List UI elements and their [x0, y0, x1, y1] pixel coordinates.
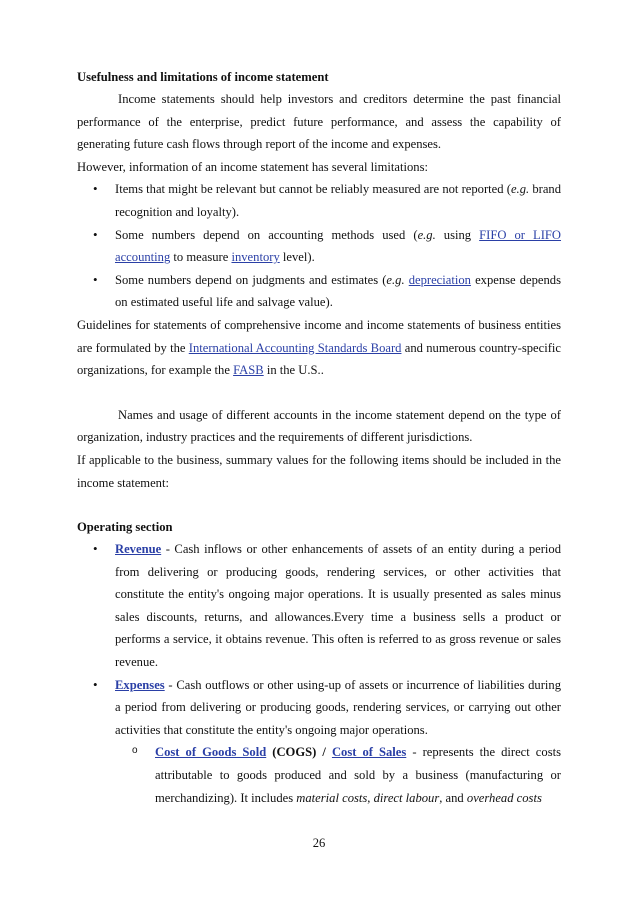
list-item: • Some numbers depend on accounting methods used (e.g. using FIFO or LIFO accounting to measure inventory level). — [77, 224, 561, 269]
link-inventory[interactable]: inventory — [231, 250, 280, 265]
link-expenses[interactable]: Expenses — [115, 677, 165, 692]
section-heading-operating: Operating section — [77, 520, 173, 535]
section-heading-usefulness: Usefulness and limitations of income statement — [77, 70, 329, 84]
paragraph-summary-values: If applicable to the business, summary values for the following items should be included in the income statement: — [77, 452, 561, 490]
list-item-expenses: • Expenses - Cash outflows or other using-up of assets or incurrence of liabilities during a period from delivering or producing goods, rendering services, or carrying out other activities that constitute the entity's ongoing major operations. o Cost of Goods Sold (COGS) / Cost of Sales - represents the direct costs attributable to goods produced and sold by a business (manufacturing or merchandizing). It includes material costs, direct labour, and overhead costs — [77, 674, 561, 810]
paragraph-income-statement-purpose: Income statements should help investors and creditors determine the past financial performance of the enterprise, predict future performance, and assess the capability of generating future cash flows through report of the income and expenses. — [77, 92, 561, 152]
link-fifo-lifo[interactable]: FIFO or LIFO accounting — [115, 227, 562, 265]
link-iasb[interactable]: International Accounting Standards Board — [188, 340, 402, 355]
link-cost-of-sales[interactable]: Cost of Sales — [331, 745, 407, 760]
list-item-revenue: • Revenue - Cash inflows or other enhancements of assets of an entity during a period from delivering or producing goods, rendering services, or other activities that constitute the entity's ongoing major operations. It is usually presented as sales minus sales discounts, returns, and allowances.Every time a business sells a product or performs a service, it obtains revenue. This often is referred to as gross revenue or sales revenue. — [77, 538, 561, 674]
document-page — [77, 66, 561, 809]
link-cost-of-goods-sold[interactable]: Cost of Goods Sold — [155, 745, 267, 760]
limitations-list — [77, 178, 561, 314]
paragraph-guidelines: Guidelines for statements of comprehensive income and income statements of business entities are formulated by the International Accounting Standards Board and numerous country-specific organizations, for example the FASB in the U.S.. — [77, 317, 562, 378]
link-depreciation[interactable]: depreciation — [408, 272, 471, 287]
link-fasb[interactable]: FASB — [233, 363, 264, 378]
expenses-sublist — [77, 741, 561, 809]
operating-list — [77, 538, 561, 809]
list-item: • Items that might be relevant but cannot be reliably measured are not reported (e.g. brand recognition and loyalty). — [77, 178, 561, 223]
paragraph-account-names: Names and usage of different accounts in the income statement depend on the type of organization, industry practices and the requirements of different jurisdictions. — [77, 407, 561, 445]
list-item-cogs: o Cost of Goods Sold (COGS) / Cost of Sales - represents the direct costs attributable to goods produced and sold by a business (manufacturing or merchandizing). It includes material costs, direct labour, and overhead costs — [77, 741, 561, 809]
link-revenue[interactable]: Revenue — [115, 542, 162, 557]
list-item: • Some numbers depend on judgments and estimates (e.g. depreciation expense depends on estimated useful life and salvage value). — [77, 269, 561, 314]
paragraph-limitations-intro: However, information of an income statement has several limitations: — [77, 159, 428, 174]
page-number: 26 — [312, 836, 326, 850]
